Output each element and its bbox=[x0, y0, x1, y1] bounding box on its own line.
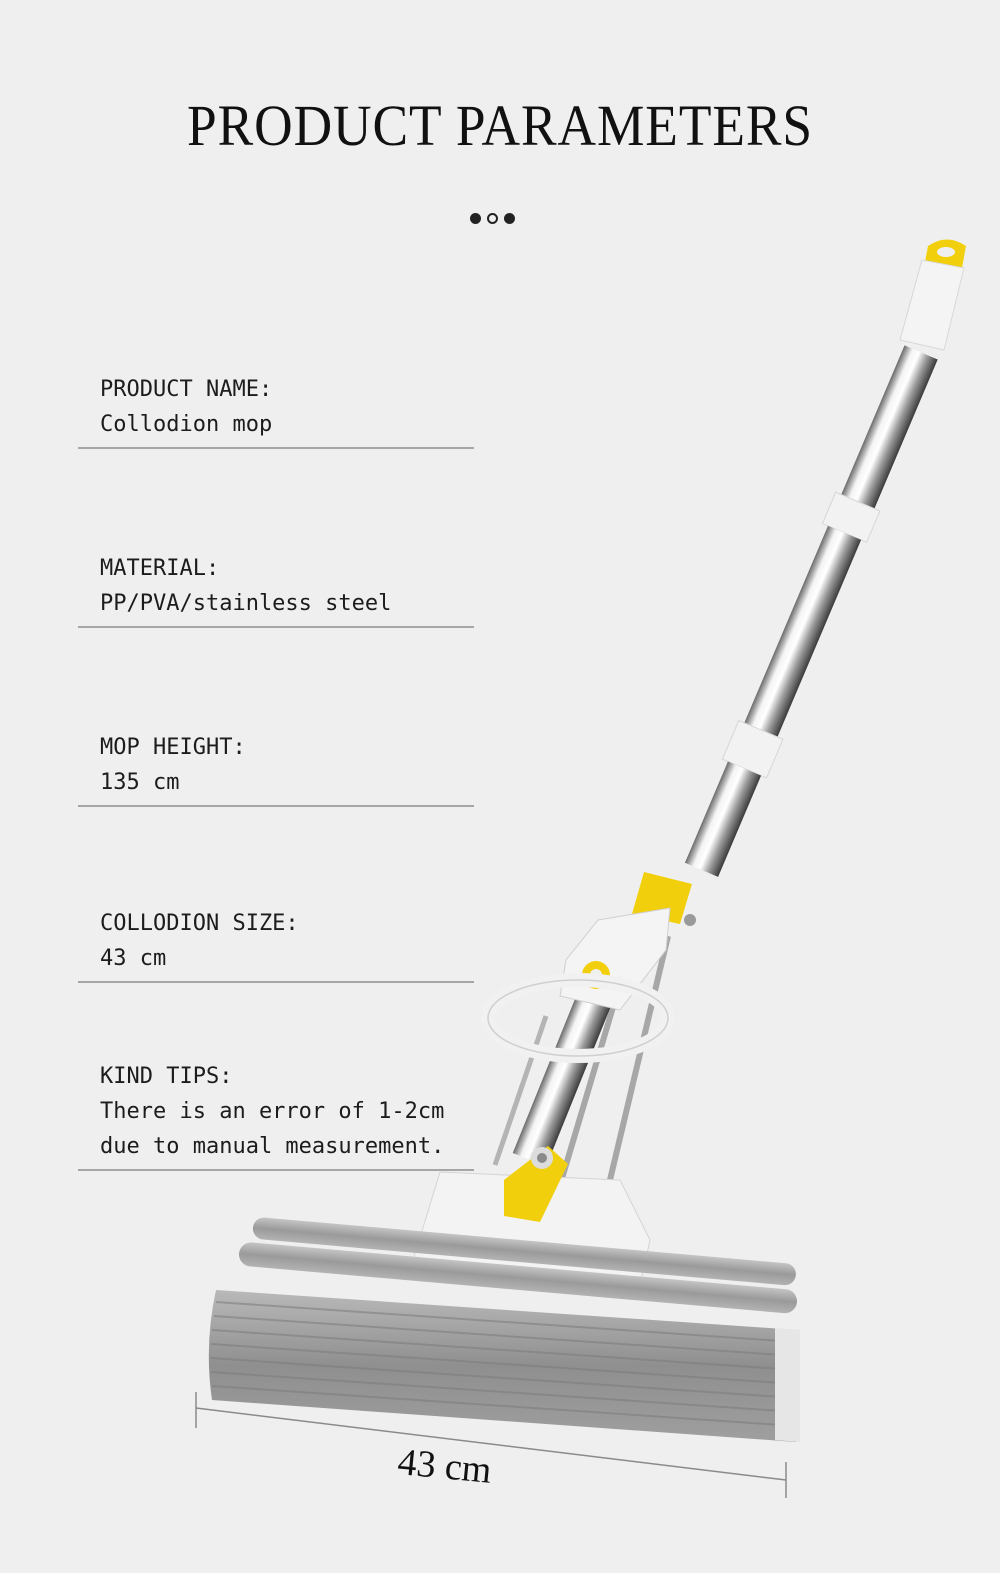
collodion-sponge bbox=[209, 1290, 800, 1442]
param-label: MOP HEIGHT: bbox=[100, 735, 246, 760]
param-value-line2: due to manual measurement. bbox=[100, 1134, 445, 1159]
param-value: PP/PVA/stainless steel bbox=[100, 591, 392, 616]
param-value: Collodion mop bbox=[100, 412, 273, 437]
param-value: There is an error of 1-2cm bbox=[100, 1099, 445, 1124]
param-value: 43 cm bbox=[100, 946, 167, 971]
param-label: PRODUCT NAME: bbox=[100, 377, 273, 402]
param-value: 135 cm bbox=[100, 770, 180, 795]
param-label: MATERIAL: bbox=[100, 556, 220, 581]
param-label: KIND TIPS: bbox=[100, 1064, 233, 1089]
dimension-label: 43 cm bbox=[395, 1440, 494, 1492]
param-label: COLLODION SIZE: bbox=[100, 911, 299, 936]
handle-hang-loop bbox=[900, 240, 966, 351]
pole-upper bbox=[679, 343, 943, 879]
page-title: PRODUCT PARAMETERS bbox=[187, 93, 813, 158]
